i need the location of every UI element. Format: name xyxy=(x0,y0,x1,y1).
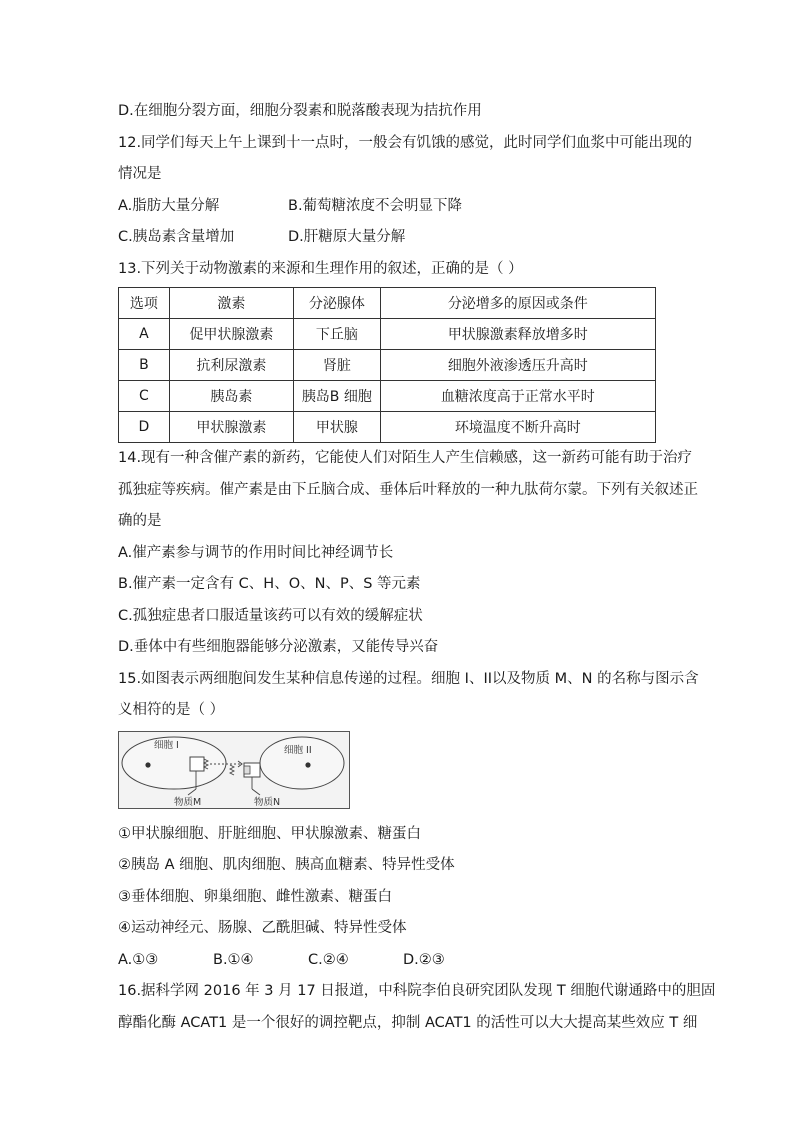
table-cell: 胰岛素 xyxy=(169,381,293,412)
cell-2-label: 细胞 II xyxy=(284,744,312,756)
q15-statement-1: ①甲状腺细胞、肝脏细胞、甲状腺激素、糖蛋白 xyxy=(118,825,421,842)
substance-m-label: 物质M xyxy=(174,796,202,808)
exam-page xyxy=(118,96,716,1039)
cell-1-nucleus xyxy=(145,762,150,767)
table-cell: 细胞外液渗透压升高时 xyxy=(380,350,655,381)
substance-m-shape xyxy=(190,757,204,771)
table-header-cell: 分泌腺体 xyxy=(294,288,381,319)
table-cell: 血糖浓度高于正常水平时 xyxy=(380,381,655,412)
table-cell: 促甲状腺激素 xyxy=(169,319,293,350)
table-header-cell: 激素 xyxy=(169,288,293,319)
q15-option-d: D.②③ xyxy=(403,951,445,968)
q14-option-b: B.催产素一定含有 C、H、O、N、P、S 等元素 xyxy=(118,576,421,592)
table-header-cell: 选项 xyxy=(119,288,170,319)
q12-stem-line1: 12.同学们每天上午上课到十一点时，一般会有饥饿的感觉，此时同学们血浆中可能出现的 xyxy=(118,134,693,151)
table-cell: D xyxy=(119,412,170,443)
table-cell: 抗利尿激素 xyxy=(169,350,293,381)
table-cell: 下丘脑 xyxy=(294,319,381,350)
table-row xyxy=(119,319,656,350)
table-row xyxy=(119,381,656,412)
cell-2-nucleus xyxy=(305,762,310,767)
q14-stem-line2: 孤独症等疾病。催产素是由下丘脑合成、垂体后叶释放的一种九肽荷尔蒙。下列有关叙述正 xyxy=(118,481,698,498)
q12-option-b: B.葡萄糖浓度不会明显下降 xyxy=(288,197,463,214)
cell-signaling-diagram xyxy=(118,731,350,809)
q13-stem: 13.下列关于动物激素的来源和生理作用的叙述，正确的是（ ） xyxy=(118,260,523,277)
q15-statement-3: ③垂体细胞、卵巢细胞、雌性激素、糖蛋白 xyxy=(118,888,392,905)
table-row xyxy=(119,412,656,443)
q15-statement-2: ②胰岛 A 细胞、肌肉细胞、胰高血糖素、特异性受体 xyxy=(118,857,455,873)
q15-option-b: B.①④ xyxy=(213,951,254,968)
table-header-row xyxy=(119,288,656,319)
q15-options xyxy=(118,945,678,977)
table-cell: 甲状腺 xyxy=(294,412,381,443)
q12-option-a: A.脂肪大量分解 xyxy=(118,197,220,214)
table-cell: 环境温度不断升高时 xyxy=(380,412,655,443)
table-cell: 甲状腺激素释放增多时 xyxy=(380,319,655,350)
substance-n-label: 物质N xyxy=(254,796,281,808)
q15-statement-4: ④运动神经元、肠腺、乙酰胆碱、特异性受体 xyxy=(118,920,407,936)
q11-option-d: D.在细胞分裂方面，细胞分裂素和脱落酸表现为拮抗作用 xyxy=(118,103,482,119)
q15-option-a: A.①③ xyxy=(118,951,159,968)
q15-stem-line1: 15.如图表示两细胞间发生某种信息传递的过程。细胞 I、II以及物质 M、N 的名称与图示含 xyxy=(118,670,699,687)
table-cell: A xyxy=(119,319,170,350)
table-cell: B xyxy=(119,350,170,381)
q15-option-c: C.②④ xyxy=(308,951,349,968)
q16-stem-line1: 16.据科学网 2016 年 3 月 17 日报道，中科院李伯良研究团队发现 T 细胞代谢通路中的胆固 xyxy=(118,983,716,999)
table-cell: 胰岛B 细胞 xyxy=(294,381,381,412)
q12-options-row2 xyxy=(118,222,678,254)
table-header-cell: 分泌增多的原因或条件 xyxy=(380,288,655,319)
q12-option-d: D.肝糖原大量分解 xyxy=(288,229,406,245)
q12-options-row1 xyxy=(118,191,678,223)
q14-stem-line3: 确的是 xyxy=(118,513,162,529)
q16-stem-line2: 醇酯化酶 ACAT1 是一个很好的调控靶点，抑制 ACAT1 的活性可以大大提高某些效应 T 细 xyxy=(118,1014,698,1031)
table-cell: 甲状腺激素 xyxy=(169,412,293,443)
table-row xyxy=(119,350,656,381)
hormone-table xyxy=(118,287,656,443)
q14-option-a: A.催产素参与调节的作用时间比神经调节长 xyxy=(118,544,394,561)
q14-option-c: C.孤独症患者口服适量该药可以有效的缓解症状 xyxy=(118,607,423,624)
q14-stem-line1: 14.现有一种含催产素的新药，它能使人们对陌生人产生信赖感，这一新药可能有助于治疗 xyxy=(118,450,693,466)
cell-1-label: 细胞 I xyxy=(154,739,179,751)
table-cell: 肾脏 xyxy=(294,350,381,381)
q15-stem-line2: 义相符的是（ ） xyxy=(118,702,225,718)
table-cell: C xyxy=(119,381,170,412)
q12-option-c: C.胰岛素含量增加 xyxy=(118,229,235,245)
q14-option-d: D.垂体中有些细胞器能够分泌激素，又能传导兴奋 xyxy=(118,639,439,655)
q12-stem-line2: 情况是 xyxy=(118,166,162,182)
